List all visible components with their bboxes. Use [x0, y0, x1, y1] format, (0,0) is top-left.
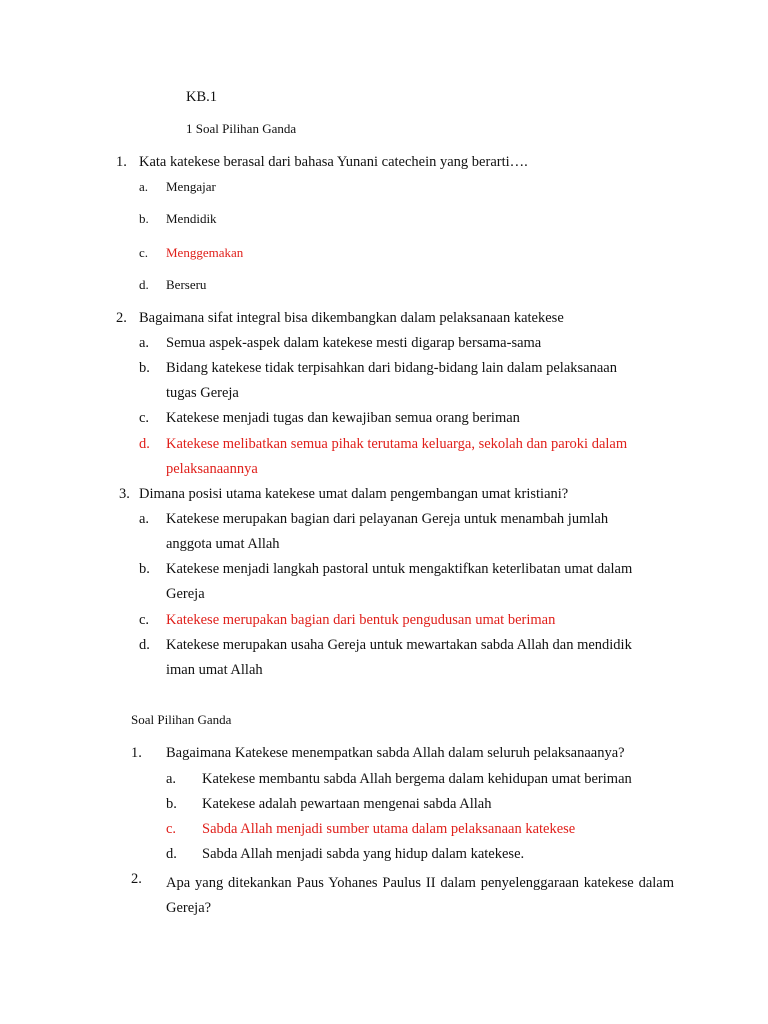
s2-q1-option-a-letter: a. — [166, 771, 177, 787]
kb-label: KB.1 — [186, 89, 218, 105]
section1-title: 1 Soal Pilihan Ganda — [186, 121, 297, 136]
q3-number: 3. — [119, 486, 130, 502]
q1-option-d-letter: d. — [139, 277, 149, 292]
q3-option-a-line2: anggota umat Allah — [166, 536, 280, 552]
q2-option-b-line2: tugas Gereja — [166, 385, 239, 401]
q3-option-b-letter: b. — [139, 561, 150, 577]
s2-q1-text: Bagaimana Katekese menempatkan sabda Allah dalam seluruh pelaksanaanya? — [166, 745, 625, 761]
q1-option-a: Mengajar — [166, 179, 216, 194]
s2-q1-option-c-answer: Sabda Allah menjadi sumber utama dalam pelaksanaan katekese — [202, 821, 576, 837]
q2-option-a: Semua aspek-aspek dalam katekese mesti digarap bersama-sama — [166, 335, 542, 351]
q1-option-b-letter: b. — [139, 211, 149, 226]
s2-q2-number: 2. — [131, 871, 142, 887]
s2-q1-option-b: Katekese adalah pewartaan mengenai sabda Allah — [202, 796, 492, 812]
q1-option-b: Mendidik — [166, 211, 217, 226]
q2-option-d-answer-line1: Katekese melibatkan semua pihak terutama keluarga, sekolah dan paroki dalam — [166, 436, 628, 452]
s2-q1-option-b-letter: b. — [166, 796, 177, 812]
q3-option-c-answer: Katekese merupakan bagian dari bentuk pengudusan umat beriman — [166, 612, 556, 628]
s2-q2-text: Apa yang ditekankan Paus Yohanes Paulus II dalam penyelenggaraan katekese dalam Gereja? — [166, 875, 674, 916]
q1-option-d: Berseru — [166, 277, 207, 292]
q3-option-a-line1: Katekese merupakan bagian dari pelayanan Gereja untuk menambah jumlah — [166, 511, 609, 527]
s2-q1-option-c-letter: c. — [166, 821, 177, 837]
s2-q1-option-a: Katekese membantu sabda Allah bergema dalam kehidupan umat beriman — [202, 771, 632, 787]
s2-q1-number: 1. — [131, 745, 142, 761]
q2-option-c: Katekese menjadi tugas dan kewajiban semua orang beriman — [166, 410, 520, 426]
q2-option-a-letter: a. — [139, 335, 150, 351]
s2-q1-option-d-letter: d. — [166, 846, 177, 862]
q2-option-b-line1: Bidang katekese tidak terpisahkan dari bidang-bidang lain dalam pelaksanaan — [166, 360, 617, 376]
q1-option-c-letter: c. — [139, 245, 149, 260]
q3-option-c-letter: c. — [139, 612, 150, 628]
q3-option-d-line2: iman umat Allah — [166, 662, 263, 678]
section2-title: Soal Pilihan Ganda — [131, 712, 232, 727]
q2-option-d-answer-line2: pelaksanaannya — [166, 461, 258, 477]
q1-option-c-answer: Menggemakan — [166, 245, 244, 260]
q3-option-d-line1: Katekese merupakan usaha Gereja untuk mewartakan sabda Allah dan mendidik — [166, 637, 632, 653]
q1-number: 1. — [116, 154, 127, 170]
q2-number: 2. — [116, 310, 127, 326]
s2-q1-option-d: Sabda Allah menjadi sabda yang hidup dalam katekese. — [202, 846, 525, 862]
q3-option-a-letter: a. — [139, 511, 150, 527]
q1-text: Kata katekese berasal dari bahasa Yunani catechein yang berarti…. — [139, 154, 528, 170]
q2-option-b-letter: b. — [139, 360, 150, 376]
q3-option-b-line1: Katekese menjadi langkah pastoral untuk mengaktifkan keterlibatan umat dalam — [166, 561, 633, 577]
q1-option-a-letter: a. — [139, 179, 149, 194]
q3-option-b-line2: Gereja — [166, 586, 205, 602]
q2-text: Bagaimana sifat integral bisa dikembangkan dalam pelaksanaan katekese — [139, 310, 564, 326]
q2-option-c-letter: c. — [139, 410, 150, 426]
q3-option-d-letter: d. — [139, 637, 150, 653]
q3-text: Dimana posisi utama katekese umat dalam pengembangan umat kristiani? — [139, 486, 569, 502]
q2-option-d-letter: d. — [139, 436, 150, 452]
